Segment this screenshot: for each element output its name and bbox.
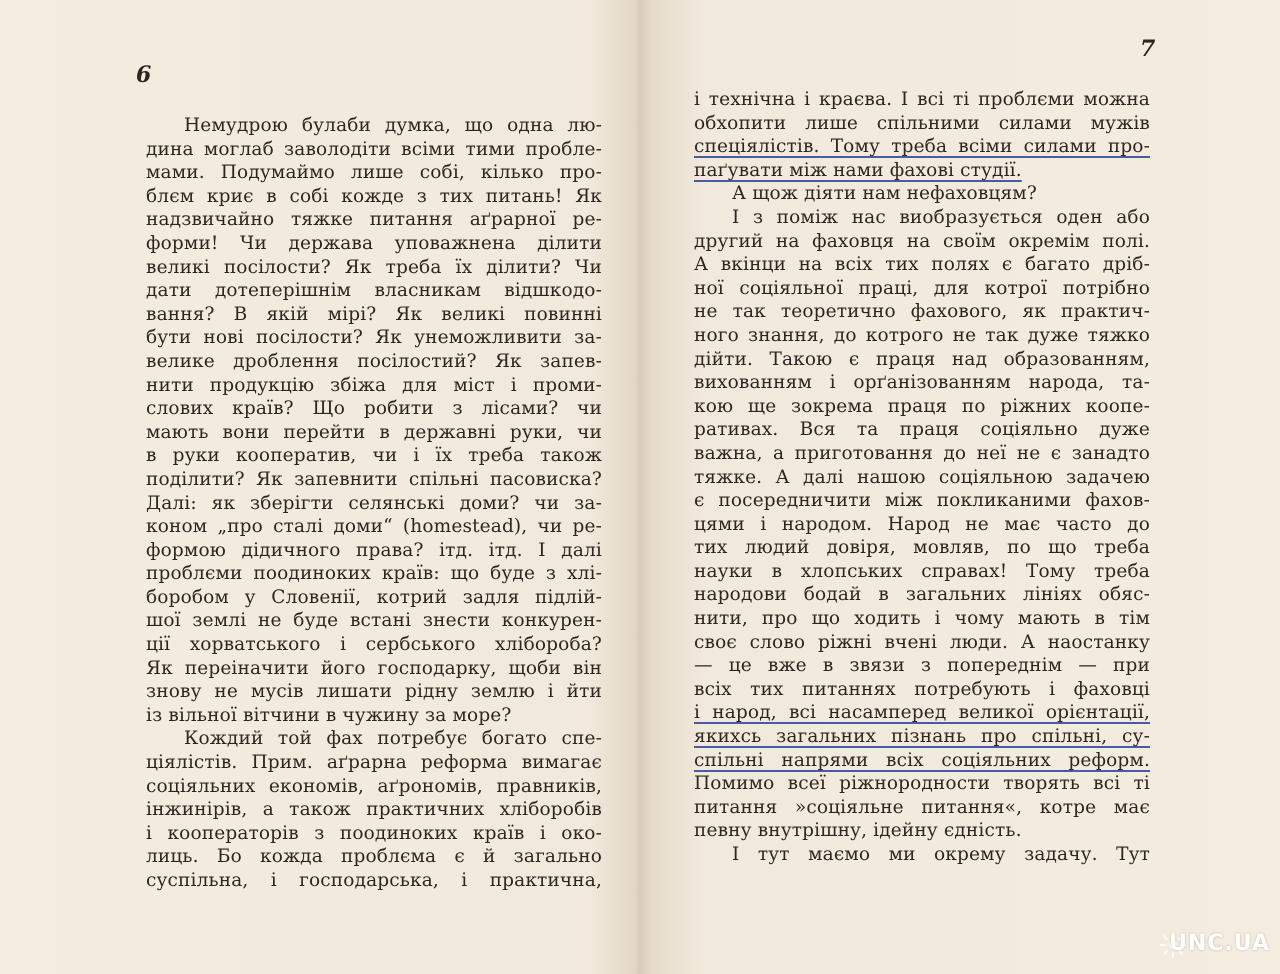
underlined-line: спеціялістів. Тому треба всіми силами про- [694, 136, 1150, 158]
text-line: формою дідичного права? ітд. ітд. І далі [146, 539, 602, 561]
text-line: Кождий той фах потребує богато спе- [184, 728, 602, 750]
text-line: мають вони перейти в державні руки, чи [146, 421, 602, 443]
text-line: кою ще зокрема праця по ріжних коопе- [694, 395, 1150, 417]
text-column [694, 88, 1150, 867]
text-line: Як переіначити його господарку, щоби він [146, 657, 602, 679]
text-line: є посередничити між покликаними фахов- [694, 490, 1150, 512]
text-line: цями і народом. Народ не має часто до [694, 513, 1150, 535]
text-line: Немудрою булаби думка, що одна лю- [184, 115, 602, 136]
text-line: обхопити лише спільними силами мужів [694, 112, 1150, 134]
text-line: тяжке. А далі нашою соціяльною задачею [694, 466, 1150, 488]
text-line: ції хорватського і сербського хлібороба? [146, 634, 602, 656]
text-line: ної соціяльної праці, для котрої потрібно [694, 277, 1150, 299]
text-line: науки в хлопських справах! Тому треба [694, 560, 1150, 582]
text-line: коном „про сталі доми“ (homestead), чи ре- [146, 516, 602, 538]
text-line: тих людий довіря, мовляв, по що треба [694, 537, 1150, 559]
watermark: UNC.UA [1169, 931, 1270, 956]
text-line: — це вже в звязи з попереднім — при [694, 655, 1150, 677]
text-line: не так теоретично фахового, як практич- [694, 301, 1150, 323]
text-line: А вкінци на всіх тих полях є багато дріб- [694, 254, 1150, 276]
text-line: певну внутрішну, ідейну єдність. [694, 820, 1022, 842]
text-line: бути нові посілости? Як унеможливити за- [146, 327, 602, 349]
underlined-line: спільні напрями всіх соціяльних реформ. [694, 749, 1150, 771]
text-line: в руки кооператив, чи і їх треба також [146, 445, 602, 467]
text-line: народови бодай в загальних лініях обяс- [694, 584, 1150, 606]
text-line: поділити? Як запевнити спільні пасовиска? [146, 468, 602, 490]
text-line: важна, а приготовання до неї не є занадто [694, 442, 1150, 464]
left-page [0, 0, 638, 974]
text-line: всіх тих питаннях потребують і фаховці [694, 678, 1150, 700]
underlined-line: паґувати між нами фахові студії. [694, 159, 1022, 181]
page-number: 7 [1140, 36, 1156, 62]
text-line: І з поміж нас виобразується оден або [732, 206, 1150, 228]
text-line: Далі: як зберігти селянські доми? чи за- [146, 492, 602, 514]
text-line: вихованням і орґанізованням народа, та- [694, 372, 1150, 394]
text-line: великі посілости? Як треба їх ділити? Чи [146, 256, 602, 278]
text-line: слових країв? Що робити з лісами? чи [146, 398, 602, 420]
text-line: форми! Чи держава уповажнена ділити [146, 232, 602, 254]
text-line: боробом у Словенії, котрий задля підлій- [146, 586, 602, 608]
text-line: питання »соціяльне питання«, котре має [694, 796, 1150, 818]
text-line: другий на фаховця на своїм окремім полі. [694, 230, 1150, 252]
text-line: ного знання, до котрого не так дуже тяжко [694, 324, 1150, 346]
text-line: лиць. Бо кожда проблєма є й загально [146, 846, 602, 868]
text-line: соціяльних економів, аґрономів, правників, [146, 775, 602, 797]
text-line: суспільна, і господарська, і практична, [146, 870, 602, 891]
text-line: інжинірів, а також практичних хліборобів [146, 799, 602, 821]
text-line: із вільної вітчини в чужину за море? [146, 704, 512, 726]
text-line: знову не мусів лишати рідну землю і йти [146, 681, 602, 703]
text-line: дина моглаб заволодіти всіми тими пробле- [146, 138, 602, 160]
text-line: блєм криє в собі кожде з тих питань! Як [146, 185, 602, 207]
underlined-line: якихсь загальних пізнань про спільні, су- [694, 726, 1150, 748]
text-column [146, 114, 602, 893]
text-line: своє слово ріжні вчені люди. А наостанку [694, 631, 1150, 653]
text-line: нити, про що ходить і чому мають в тім [694, 608, 1150, 630]
text-line: і технічна і краєва. І всі ті проблєми можна [694, 89, 1150, 110]
text-line: нити продукцію збіжа для міст і проми- [146, 374, 602, 396]
text-line: дати дотеперішнім власникам відшкодо- [146, 280, 602, 302]
text-line: Помимо всеї ріжнородности творять всі ті [694, 773, 1150, 795]
text-line: А щож діяти нам нефаховцям? [732, 183, 1037, 205]
right-page [642, 0, 1280, 974]
text-line: проблєми поодиноких країв: що буде з хлі- [146, 563, 602, 585]
text-line: надзвичайно тяжке питання аґрарної ре- [146, 209, 602, 231]
page-number: 6 [136, 62, 152, 88]
text-line: вання? В якій мірі? Як великі повинні [146, 303, 602, 325]
text-line: велике дроблення посілостий? Як запев- [146, 350, 602, 372]
text-line: ціялістів. Прим. аґрарна реформа вимагає [146, 752, 602, 774]
text-line: і кооператорів з поодиноких країв і око- [146, 822, 602, 844]
text-line: шої землі не буде встані знести конкурен- [146, 610, 602, 632]
text-line: мами. Подумаймо лише собі, кілько про- [146, 162, 602, 184]
underlined-line: і народ, всі насамперед великої орієнтації, [694, 702, 1150, 724]
text-line: дійти. Такою є праця над образованням, [694, 348, 1150, 370]
text-line: І тут маємо ми окрему задачу. Тут [732, 844, 1150, 865]
text-line: ративах. Вся та праця соціяльно дуже [694, 419, 1150, 441]
